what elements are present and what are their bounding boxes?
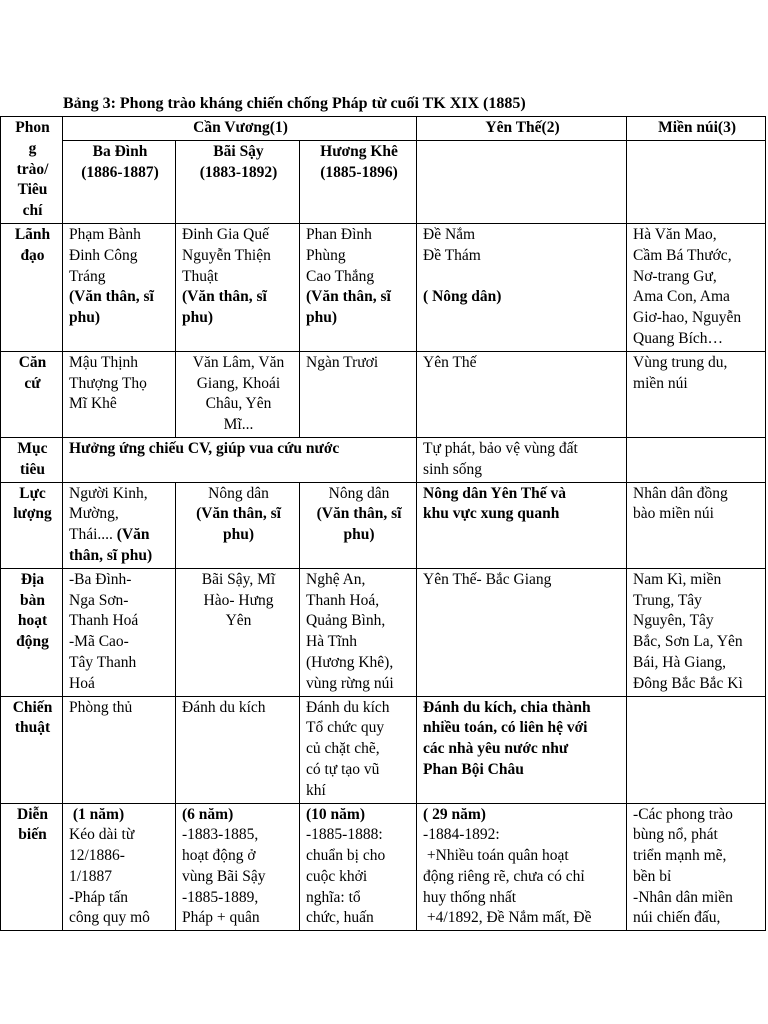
cell-can-cu-huong-khe: Ngàn Trươi xyxy=(300,351,417,437)
cell-can-cu-yen-the: Yên Thế xyxy=(417,351,627,437)
cell-luc-luong-huong-khe: Nông dân (Văn thân, sĩ phu) xyxy=(300,482,417,568)
cell-lanh-dao-bai-say: Đinh Gia Quế Nguyễn Thiện Thuật (Văn thân, sĩ phu) xyxy=(176,223,300,351)
cell-chien-thuat-ba-dinh: Phòng thủ xyxy=(63,696,176,803)
table-row-chien-thuat xyxy=(1,696,766,803)
empty-cell xyxy=(417,141,627,224)
cell-dia-ban-bai-say: Bãi Sậy, Mĩ Hào- Hưng Yên xyxy=(176,568,300,696)
row-label-luc-luong: Lực lượng xyxy=(1,482,63,568)
cell-can-cu-bai-say: Văn Lâm, Văn Giang, Khoái Châu, Yên Mĩ... xyxy=(176,351,300,437)
header-bai-say: Bãi Sậy (1883-1892) xyxy=(176,141,300,224)
row-label-dien-bien: Diễn biến xyxy=(1,803,63,931)
cell-muc-tieu-yen-the: Tự phát, bảo vệ vùng đất sinh sống xyxy=(417,437,627,482)
row-label-can-cu: Căn cứ xyxy=(1,351,63,437)
cell-luc-luong-mien-nui: Nhân dân đồng bào miền núi xyxy=(627,482,766,568)
header-can-vuong: Cần Vương(1) xyxy=(63,117,417,141)
table-row-muc-tieu xyxy=(1,437,766,482)
table-row-dia-ban xyxy=(1,568,766,696)
header-row-2 xyxy=(1,141,766,224)
row-label-dia-ban: Địa bàn hoạt động xyxy=(1,568,63,696)
cell-lanh-dao-mien-nui: Hà Văn Mao, Cầm Bá Thước, Nơ-trang Gư, Ama Con, Ama Giơ-hao, Nguyễn Quang Bích… xyxy=(627,223,766,351)
cell-lanh-dao-yen-the: Đề Nắm Đề Thám ( Nông dân) xyxy=(417,223,627,351)
table-row-can-cu xyxy=(1,351,766,437)
cell-chien-thuat-bai-say: Đánh du kích xyxy=(176,696,300,803)
cell-muc-tieu-mien-nui xyxy=(627,437,766,482)
header-ba-dinh: Ba Đình (1886-1887) xyxy=(63,141,176,224)
resistance-table xyxy=(0,116,766,931)
cell-lanh-dao-ba-dinh: Phạm Bành Đinh Công Tráng (Văn thân, sĩ phu) xyxy=(63,223,176,351)
cell-luc-luong-yen-the: Nông dân Yên Thế và khu vực xung quanh xyxy=(417,482,627,568)
cell-can-cu-ba-dinh: Mậu Thịnh Thượng Thọ Mĩ Khê xyxy=(63,351,176,437)
cell-luc-luong-ba-dinh: Người Kinh, Mường, Thái.... (Văn thân, sĩ phu) xyxy=(63,482,176,568)
cell-dien-bien-bai-say: (6 năm) -1883-1885, hoạt động ở vùng Bãi Sậy -1885-1889, Pháp + quân xyxy=(176,803,300,931)
cell-dien-bien-huong-khe: (10 năm) -1885-1888: chuẩn bị cho cuộc khởi nghĩa: tổ chức, huấn xyxy=(300,803,417,931)
cell-dia-ban-yen-the: Yên Thế- Bắc Giang xyxy=(417,568,627,696)
table-row-lanh-dao xyxy=(1,223,766,351)
cell-dien-bien-ba-dinh: (1 năm) Kéo dài từ 12/1886- 1/1887 -Pháp tấn công quy mô xyxy=(63,803,176,931)
cell-dia-ban-mien-nui: Nam Kì, miền Trung, Tây Nguyên, Tây Bắc, Sơn La, Yên Bái, Hà Giang, Đông Bắc Bắc Kì xyxy=(627,568,766,696)
header-yen-the: Yên Thế(2) xyxy=(417,117,627,141)
cell-lanh-dao-huong-khe: Phan Đình Phùng Cao Thắng (Văn thân, sĩ phu) xyxy=(300,223,417,351)
table-row-dien-bien xyxy=(1,803,766,931)
cell-chien-thuat-huong-khe: Đánh du kích Tổ chức quy củ chặt chẽ, có tự tạo vũ khí xyxy=(300,696,417,803)
corner-header-cell: Phon g trào/ Tiêu chí xyxy=(1,117,63,224)
header-row-1 xyxy=(1,117,766,141)
cell-muc-tieu-can-vuong: Hưởng ứng chiếu CV, giúp vua cứu nước xyxy=(63,437,417,482)
cell-dien-bien-yen-the: ( 29 năm) -1884-1892: +Nhiều toán quân hoạt động riêng rẽ, chưa có chỉ huy thống nhất +4/1892, Đề Nắm mất, Đề xyxy=(417,803,627,931)
row-label-chien-thuat: Chiến thuật xyxy=(1,696,63,803)
cell-dia-ban-ba-dinh: -Ba Đình- Nga Sơn- Thanh Hoá -Mã Cao- Tây Thanh Hoá xyxy=(63,568,176,696)
cell-chien-thuat-mien-nui xyxy=(627,696,766,803)
header-huong-khe: Hương Khê (1885-1896) xyxy=(300,141,417,224)
cell-can-cu-mien-nui: Vùng trung du, miền núi xyxy=(627,351,766,437)
table-title: Bảng 3: Phong trào kháng chiến chống Pháp từ cuối TK XIX (1885) xyxy=(63,95,526,112)
cell-dia-ban-huong-khe: Nghệ An, Thanh Hoá, Quảng Bình, Hà Tĩnh (Hương Khê), vùng rừng núi xyxy=(300,568,417,696)
row-label-lanh-dao: Lãnh đạo xyxy=(1,223,63,351)
cell-dien-bien-mien-nui: -Các phong trào bùng nổ, phát triển mạnh mẽ, bền bỉ -Nhân dân miền núi chiến đấu, xyxy=(627,803,766,931)
table-row-luc-luong xyxy=(1,482,766,568)
empty-cell xyxy=(627,141,766,224)
cell-chien-thuat-yen-the: Đánh du kích, chia thành nhiều toán, có liên hệ với các nhà yêu nước như Phan Bội Châu xyxy=(417,696,627,803)
row-label-muc-tieu: Mục tiêu xyxy=(1,437,63,482)
cell-luc-luong-bai-say: Nông dân (Văn thân, sĩ phu) xyxy=(176,482,300,568)
header-mien-nui: Miền núi(3) xyxy=(627,117,766,141)
